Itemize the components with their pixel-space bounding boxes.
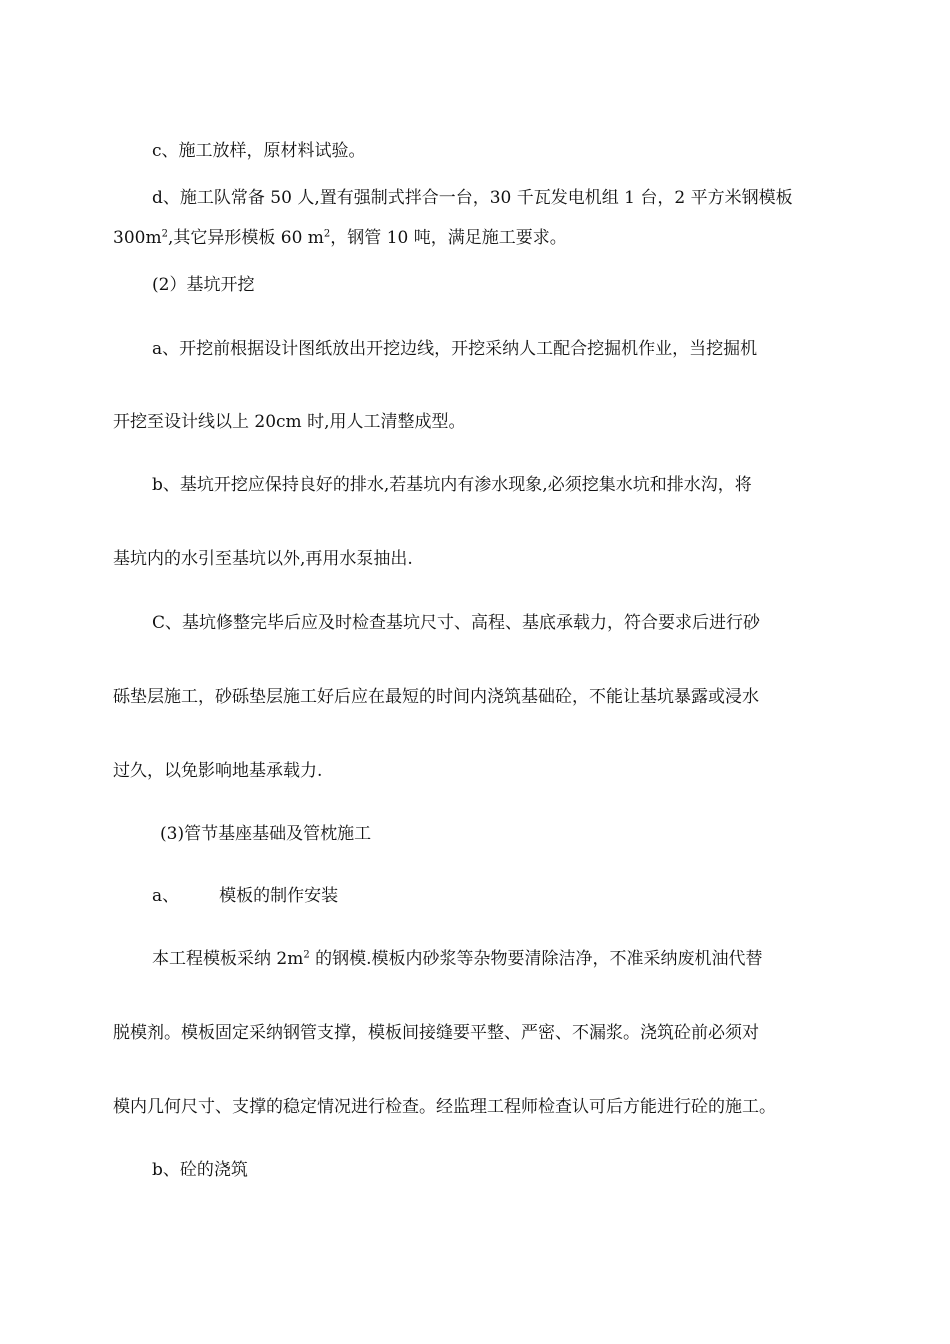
paragraph-line: [113, 1096, 776, 1118]
paragraph-line: [152, 948, 763, 970]
paragraph-line: [152, 140, 366, 162]
paragraph-line: [152, 612, 760, 634]
text-run: ，钢管 10 吨，满足施工要求。: [330, 228, 567, 248]
paragraph-line: [113, 686, 759, 708]
section-heading: [152, 274, 254, 296]
paragraph-line: [113, 227, 567, 249]
text-run: c、施工放样，原材料试验。: [152, 141, 366, 161]
paragraph-line: [113, 1022, 759, 1044]
text-run: 基坑内的水引至基坑以外,再用水泵抽出.: [113, 549, 413, 569]
superscript: 2: [303, 949, 310, 961]
text-run: 模板的制作安装: [219, 886, 339, 906]
text-run: C、基坑修整完毕后应及时检查基坑尺寸、高程、基底承载力，符合要求后进行砂: [152, 613, 761, 633]
text-run: 脱模剂。模板固定采纳钢管支撑，模板间接缝要平整、严密、不漏浆。浇筑砼前必须对: [113, 1023, 759, 1043]
text-run: 的钢模.模板内砂浆等杂物要清除洁净，不准采纳废机油代替: [309, 949, 763, 969]
subsection-heading: [152, 1159, 248, 1181]
text-run: 300m: [113, 228, 162, 248]
paragraph-line: [113, 411, 465, 433]
superscript: 2: [161, 228, 168, 240]
subsection-heading: [152, 885, 338, 907]
paragraph-line: [152, 338, 757, 360]
superscript: 2: [323, 228, 331, 240]
text-run: (3)管节基座基础及管枕施工: [160, 824, 372, 844]
text-run: 本工程模板采纳 2m: [152, 949, 304, 969]
text-run: ,其它异形模板 60 m: [167, 228, 324, 248]
paragraph-line: [113, 548, 413, 570]
text-run: d、施工队常备 50 人,置有强制式拌合一台，30 千瓦发电机组 1 台，2 平方米钢模板: [152, 188, 793, 208]
text-run: a、: [152, 886, 180, 906]
text-run: 开挖至设计线以上 20cm 时,用人工清整成型。: [113, 412, 466, 432]
text-run: (2）基坑开挖: [152, 275, 255, 295]
paragraph-line: [152, 187, 793, 209]
text-run: b、砼的浇筑: [152, 1160, 248, 1180]
paragraph-line: [113, 760, 322, 782]
section-heading: [160, 823, 371, 845]
paragraph-line: [152, 474, 752, 496]
text-run: 模内几何尺寸、支撑的稳定情况进行检查。经监理工程师检查认可后方能进行砼的施工。: [113, 1097, 776, 1117]
text-run: b、基坑开挖应保持良好的排水,若基坑内有渗水现象,必须挖集水坑和排水沟，将: [152, 475, 752, 495]
text-run: a、开挖前根据设计图纸放出开挖边线，开挖采纳人工配合挖掘机作业，当挖掘机: [152, 339, 758, 359]
text-run: 砾垫层施工，砂砾垫层施工好后应在最短的时间内浇筑基础砼，不能让基坑暴露或浸水: [113, 687, 759, 707]
text-run: 过久，以免影响地基承载力.: [113, 761, 323, 781]
